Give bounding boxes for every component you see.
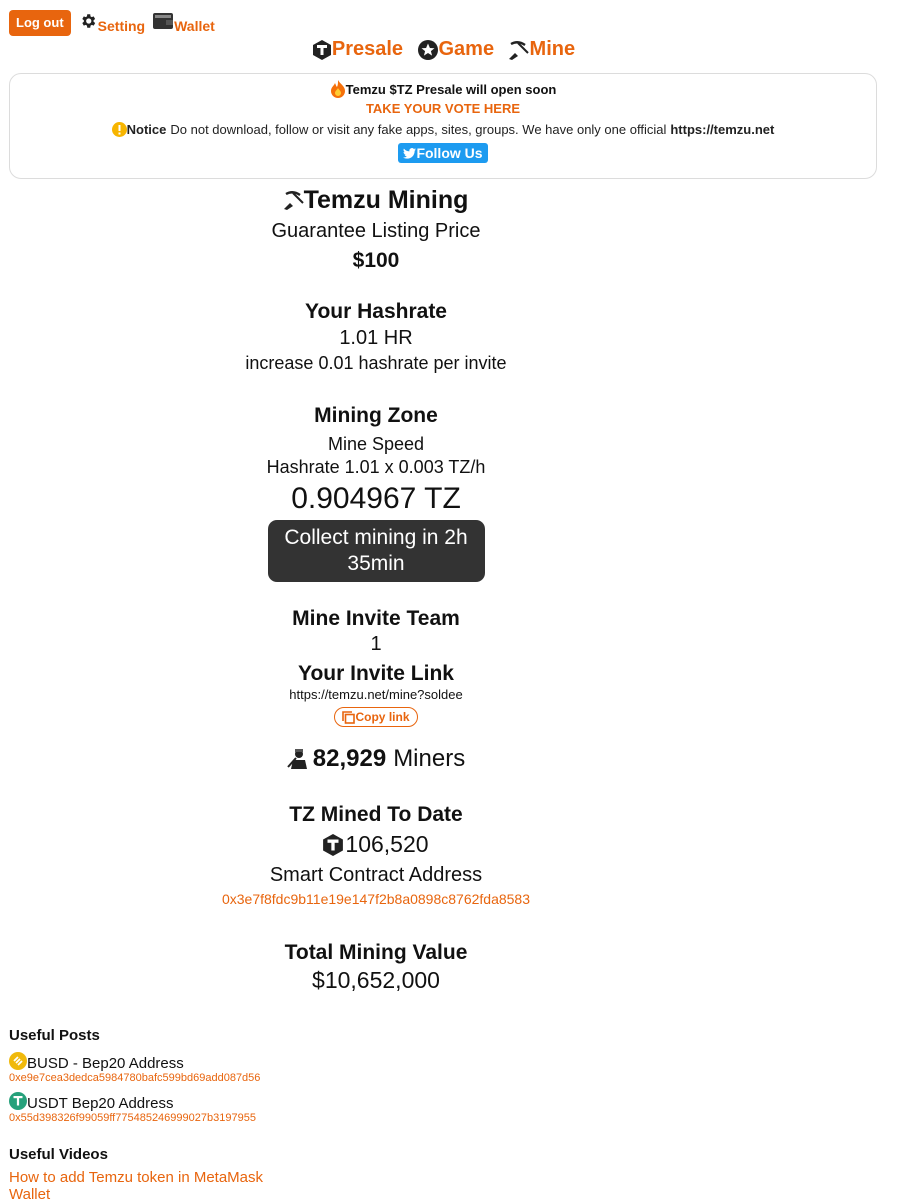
invite-link: https://temzu.net/mine?soldee: [289, 687, 463, 702]
logout-button[interactable]: Log out: [9, 10, 71, 36]
mined-to-date-section: [0, 803, 752, 907]
copy-link-button[interactable]: [334, 707, 417, 727]
notice-text: Do not download, follow or visit any fake apps, sites, groups. We have only one official: [170, 122, 667, 137]
copy-link-label: Copy link: [355, 710, 410, 724]
setting-label: Setting: [97, 18, 146, 34]
mining-header: [0, 185, 752, 273]
useful-posts: [9, 1027, 260, 1124]
collect-line-1: Collect mining in 2h: [284, 526, 468, 549]
mined-amount: 0.904967 TZ: [291, 482, 461, 515]
invite-title: Your Invite Link: [298, 662, 454, 685]
vote-link[interactable]: TAKE YOUR VOTE HERE: [365, 101, 521, 116]
follow-us-button[interactable]: [398, 143, 487, 163]
main-nav: [0, 38, 888, 65]
usdt-label-row: [9, 1090, 260, 1112]
collect-line-2: 35min: [347, 552, 405, 575]
hashrate-title: Your Hashrate: [305, 300, 447, 323]
nav-presale[interactable]: [313, 38, 403, 61]
videos-title: Useful Videos: [9, 1146, 108, 1163]
busd-label-row: [9, 1050, 260, 1072]
presale-announcement: [10, 80, 876, 98]
usdt-label: USDT Bep20 Address: [27, 1095, 174, 1112]
nav-presale-label: Presale: [331, 38, 404, 60]
official-site-link[interactable]: https://temzu.net: [670, 122, 775, 137]
mined-to-date-title: TZ Mined To Date: [289, 803, 463, 826]
wallet-link[interactable]: [153, 12, 215, 34]
twitter-icon: [403, 148, 416, 159]
contract-label: Smart Contract Address: [269, 864, 483, 886]
warning-icon: [112, 122, 127, 137]
posts-title: Useful Posts: [9, 1027, 100, 1044]
busd-label: BUSD - Bep20 Address: [27, 1055, 184, 1072]
hashrate-note: increase 0.01 hashrate per invite: [245, 353, 507, 373]
miner-icon: [287, 747, 311, 771]
gear-icon: [79, 12, 97, 30]
listing-label: Guarantee Listing Price: [271, 220, 481, 242]
collect-mining-button[interactable]: [268, 520, 485, 582]
star-icon: [418, 40, 438, 60]
hashrate-section: [0, 300, 752, 374]
nav-game-label: Game: [438, 38, 495, 60]
presale-text: Temzu $TZ Presale will open soon: [345, 81, 557, 97]
usdt-address-link[interactable]: 0x55d398326f99059ff775485246999027b3197955: [9, 1112, 256, 1124]
mined-to-date-value: 106,520: [345, 831, 429, 857]
team-title: Mine Invite Team: [292, 607, 460, 630]
hashrate-value: 1.01 HR: [339, 327, 413, 349]
mine-speed-formula: Hashrate 1.01 x 0.003 TZ/h: [266, 457, 486, 477]
follow-us-label: Follow Us: [416, 145, 483, 161]
nav-mine-label: Mine: [529, 38, 576, 60]
busd-address-link[interactable]: 0xe9e7cea3dedca5984780bafc599bd69add087d56: [9, 1072, 261, 1084]
total-value: $10,652,000: [312, 967, 440, 993]
zone-title: Mining Zone: [314, 404, 438, 427]
invite-section: [0, 607, 752, 729]
busd-icon: [9, 1052, 27, 1070]
setting-link[interactable]: [79, 12, 145, 34]
miners-count: 82,929: [312, 745, 387, 772]
total-value-section: [0, 941, 752, 994]
miners-label: Miners: [393, 745, 466, 772]
usdt-icon: [9, 1092, 27, 1110]
temzu-token-icon: [323, 834, 343, 856]
nav-game[interactable]: [418, 38, 495, 61]
nav-mine[interactable]: [509, 38, 576, 61]
total-value-title: Total Mining Value: [284, 941, 468, 964]
video-link-metamask[interactable]: How to add Temzu token in MetaMask Wallet: [9, 1169, 264, 1203]
temzu-token-icon: [313, 40, 331, 60]
notice-label: Notice: [126, 122, 167, 137]
fire-icon: [330, 80, 346, 98]
listing-price: $100: [352, 249, 400, 272]
announcement-box: [9, 73, 877, 179]
miners-count-row: [0, 745, 752, 773]
mine-speed-label: Mine Speed: [327, 434, 425, 454]
mining-title-row: [0, 185, 752, 215]
team-count: 1: [370, 633, 382, 655]
notice-line: [10, 122, 876, 137]
pickaxe-icon: [284, 190, 304, 210]
mining-zone: [0, 404, 752, 582]
copy-icon: [342, 711, 355, 724]
contract-address-link[interactable]: 0x3e7f8fdc9b11e19e147f2b8a0898c8762fda8583: [221, 891, 531, 907]
mined-to-date-row: [0, 831, 752, 858]
wallet-label: Wallet: [174, 18, 215, 34]
pickaxe-icon: [509, 40, 529, 60]
useful-videos: [9, 1146, 279, 1203]
wallet-icon: [153, 12, 173, 30]
top-bar: [9, 8, 215, 38]
page-title: Temzu Mining: [303, 185, 469, 214]
